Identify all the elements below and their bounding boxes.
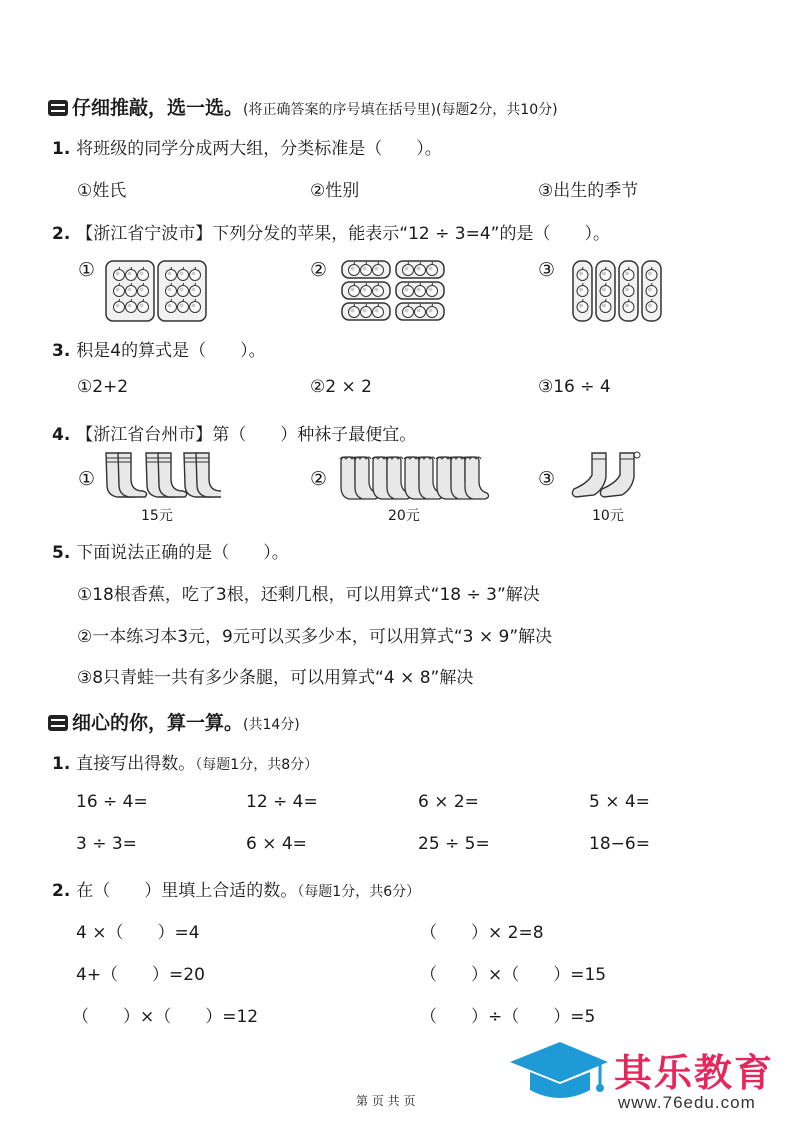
question-number: 1.: [52, 754, 71, 774]
section-one-title: 仔细推敲，选一选。: [72, 97, 244, 119]
sock-price-c: 10元: [592, 508, 624, 524]
fill-blank-item: （ ）×（ ）=12: [72, 1007, 259, 1027]
q5-statement-a: ①18根香蕉，吃了3根，还剩几根，可以用算式“18 ÷ 3”解决: [77, 585, 540, 605]
calc-item: 16 ÷ 4=: [76, 792, 148, 812]
q5-statement-c: ③8只青蛙一共有多少条腿，可以用算式“4 × 8”解决: [77, 668, 474, 688]
q1-option-a: ①姓氏: [77, 181, 127, 201]
section-one-heading: [48, 93, 558, 120]
q3-option-c: ③16 ÷ 4: [538, 377, 611, 397]
question-3: [52, 336, 266, 361]
fill-blank-item: 4+（ ）=20: [76, 965, 205, 985]
calc-item: 6 × 2=: [418, 792, 479, 812]
brand-url: www.76edu.com: [618, 1093, 756, 1112]
calc-item: 12 ÷ 4=: [246, 792, 318, 812]
question-text: 在（ ）里填上合适的数。: [76, 881, 298, 901]
fill-blank-item: （ ）× 2=8: [420, 923, 544, 943]
page-number: 第 页 共 页: [356, 1094, 416, 1108]
section-number-icon: [48, 715, 68, 731]
question-text: 将班级的同学分成两大组，分类标准是（ ）。: [76, 139, 442, 159]
calc-item: 3 ÷ 3=: [76, 834, 137, 854]
question-text: 下面说法正确的是（ ）。: [76, 543, 289, 563]
q4-label-c: ③: [538, 468, 556, 490]
graduation-cap-icon: [508, 1040, 610, 1106]
question-number: 5.: [52, 543, 71, 563]
question-text: 直接写出得数。: [76, 754, 196, 774]
question-4: [52, 420, 416, 445]
calc-item: 25 ÷ 5=: [418, 834, 490, 854]
q3-option-a: ①2+2: [77, 377, 129, 397]
brand-logo-text: 其乐教育: [614, 1051, 775, 1095]
apples-grouping-b-image: [341, 260, 445, 322]
q2-label-b: ②: [310, 259, 328, 281]
question-number: 4.: [52, 425, 71, 445]
q2-label-a: ①: [78, 259, 96, 281]
section-number-icon: [48, 100, 68, 116]
section-two-note: (共14分): [243, 717, 300, 733]
question-text: 【浙江省宁波市】下列分发的苹果，能表示“12 ÷ 3=4”的是（ ）。: [76, 224, 610, 244]
fill-blank-item: （ ）÷（ ）=5: [420, 1007, 596, 1027]
q5-statement-b: ②一本练习本3元，9元可以买多少本，可以用算式“3 × 9”解决: [77, 627, 553, 647]
q1-option-c: ③出生的季节: [538, 181, 639, 201]
q3-option-b: ②2 × 2: [310, 377, 372, 397]
question-1: [52, 134, 442, 159]
calc-question-2: [52, 876, 420, 901]
question-5: [52, 538, 289, 563]
fill-blank-item: （ ）×（ ）=15: [420, 965, 607, 985]
socks-group-b-image: [337, 455, 489, 501]
question-number: 2.: [52, 224, 71, 244]
sock-price-b: 20元: [388, 508, 420, 524]
section-two-title: 细心的你，算一算。: [72, 712, 244, 734]
q4-label-a: ①: [78, 468, 96, 490]
q2-label-c: ③: [538, 259, 556, 281]
apples-grouping-c-image: [572, 260, 662, 322]
q4-label-b: ②: [310, 468, 328, 490]
fill-blank-item: 4 ×（ ）=4: [76, 923, 200, 943]
socks-group-a-image: [103, 451, 221, 501]
calc-item: 6 × 4=: [246, 834, 307, 854]
question-2: [52, 219, 610, 244]
apples-grouping-a-image: [105, 260, 207, 322]
calc-item: 5 × 4=: [589, 792, 650, 812]
question-number: 3.: [52, 341, 71, 361]
q1-option-b: ②性别: [310, 181, 360, 201]
question-note: （每题1分，共6分）: [297, 884, 421, 900]
socks-group-c-image: [570, 451, 660, 501]
question-number: 2.: [52, 881, 71, 901]
question-text: 积是4的算式是（ ）。: [76, 341, 266, 361]
calc-item: 18−6=: [589, 834, 650, 854]
question-note: （每题1分，共8分）: [195, 757, 319, 773]
question-number: 1.: [52, 139, 71, 159]
section-two-heading: [48, 708, 300, 735]
sock-price-a: 15元: [141, 508, 173, 524]
question-text: 【浙江省台州市】第（ ）种袜子最便宜。: [76, 425, 417, 445]
calc-question-1: [52, 749, 318, 774]
section-one-note: (将正确答案的序号填在括号里)(每题2分，共10分): [243, 102, 558, 118]
